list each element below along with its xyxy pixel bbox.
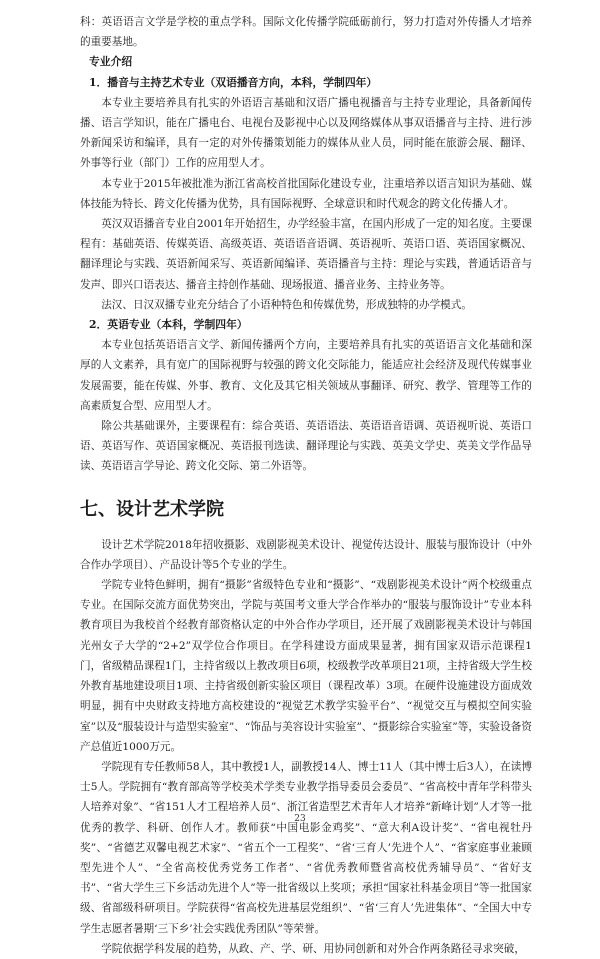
section-paragraph-3: 学院现有专任教师58人，其中教授1人，副教授14人、博士11人（其中博士后3人），在读博士5人。学院拥有“教育部高等学校美术学类专业教学指导委员会委员”、“省高校中青年学科带头人培养对象”、“省151人才工程培养人员”、浙江省造型艺术青年人才培养“新峰计划”人才等一批优秀的教学、科研、创作人才。教师获“中国电影金鸡奖”、“意大利A设计奖”、“省电视牡丹奖”、“省德艺双馨电视艺术家”、“省五个一工程奖”、“省‘三育人’先进个人”、“省家庭事业兼顾型先进个人”、“全省高校优秀党务工作者”、“省优秀教师暨省高校优秀辅导员”、“省好支书”、“省大学生三下乡活动先进个人”等一批省级以上奖项；承担“国家社科基金项目”等一批国家级、省部级科研项目。学院获得“省高校先进基层党组织”、“省‘三育人’先进集体”、“全国大中专学生志愿者暑期‘三下乡’社会实践优秀团队”等荣誉。 xyxy=(80,760,532,935)
section-title: 七、设计艺术学院 xyxy=(80,498,224,520)
section-paragraph-2: 学院专业特色鲜明，拥有“摄影”省级特色专业和“摄影”、“戏剧影视美术设计”两个校级重点专业。在国际交流方面优势突出，学院与英国考文垂大学合作举办的“服装与服饰设计”专业本科教育项目为我校首个经教育部资格认定的中外合作办学项目，还开展了戏剧影视美术设计与韩国光州女子大学的“2+2”双学位合作项目。在学科建设方面成果显著，拥有国家双语示范课程1门，省级精品课程1门，主持省级以上教改项目6项，校级教学改革项目21项，主持省级大学生校外教育基地建设项目1项、主持省级创新实验区项目（课程改革）3项。在硬件设施建设方面成效明显，拥有中央财政支持地方高校建设的“视觉艺术教学实验平台”、“视觉交互与模拟空间实验室”以及“服装设计与造型实验室”、“饰品与美容设计实验室”、“摄影综合实验室”等，实验设备资产总值近1000万元。 xyxy=(80,579,532,753)
section-paragraph-4: 学院依据学科发展的趋势，从政、产、学、研、用协同创新和对外合作两条路径寻求突破， xyxy=(101,942,525,955)
paragraph-continuation: 科：英语语言文学是学校的重点学科。国际文化传播学院砥砺前行，努力打造对外传播人才培养的重要基地。 xyxy=(80,16,532,49)
major-1-paragraph-2: 本专业于2015年被批准为浙江省高校首批国际化建设专业，注重培养以语言知识为基础、媒体技能为特长、跨文化传播为优势，具有国际视野、全球意识和时代观念的跨文化传播人才。 xyxy=(80,177,532,210)
major-2-heading: 2．英语专业（本科，学制四年） xyxy=(89,318,248,332)
page-number: 23 xyxy=(294,814,306,824)
major-1-paragraph-4: 法汉、日汉双播专业充分结合了小语种特色和传媒优势，形成独特的办学模式。 xyxy=(101,298,472,311)
major-intro-label: 专业介绍 xyxy=(89,55,133,69)
major-1-paragraph-1: 本专业主要培养具有扎实的外语语言基础和汉语广播电视播音与主持专业理论，具备新闻传播、语言学知识，能在广播电台、电视台及影视中心以及网络媒体从事双语播音与主持、进行涉外新闻采访和编译，具有一定的对外传播策划能力的媒体从业人员，同时能在旅游会展、翻译、外事等行业（部门）工作的应用型人才。 xyxy=(80,96,532,170)
major-2-paragraph-1: 本专业包括英语语言文学、新闻传播两个方向，主要培养具有扎实的英语语言文化基础和深厚的人文素养，具有宽广的国际视野与较强的跨文化交际能力，能适应社会经济及现代传媒事业发展需要，能在传媒、外事、教育、文化及其它相关领域从事翻译、研究、教学、管理等工作的高素质复合型、应用型人才。 xyxy=(80,339,532,412)
major-2-paragraph-2: 除公共基础课外，主要课程有：综合英语、英语语法、英语语音语调、英语视听说、英语口语、英语写作、英语国家概况、英语报刊选读、翻译理论与实践、英美文学史、英美文学作品导读、英语语言学导论、跨文化交际、第二外语等。 xyxy=(80,420,532,473)
section-paragraph-1: 设计艺术学院2018年招收摄影、戏剧影视美术设计、视觉传达设计、服装与服饰设计（中外合作办学项目）、产品设计等5个专业的学生。 xyxy=(80,538,532,571)
major-1-heading: 1．播音与主持艺术专业（双语播音方向，本科，学制四年） xyxy=(89,75,378,89)
major-1-paragraph-3: 英汉双语播音专业自2001年开始招生，办学经验丰富，在国内形成了一定的知名度。主要课程有：基础英语、传媒英语、高级英语、英语语音语调、英语视听、英语口语、英语国家概况、翻译理论与实践、英语新闻采写、英语新闻编译、英语播音与主持：理论与实践，普通话语音与发声、即兴口语表达、播音主持创作基础、现场报道、播音业务、主持业务等。 xyxy=(80,218,532,291)
